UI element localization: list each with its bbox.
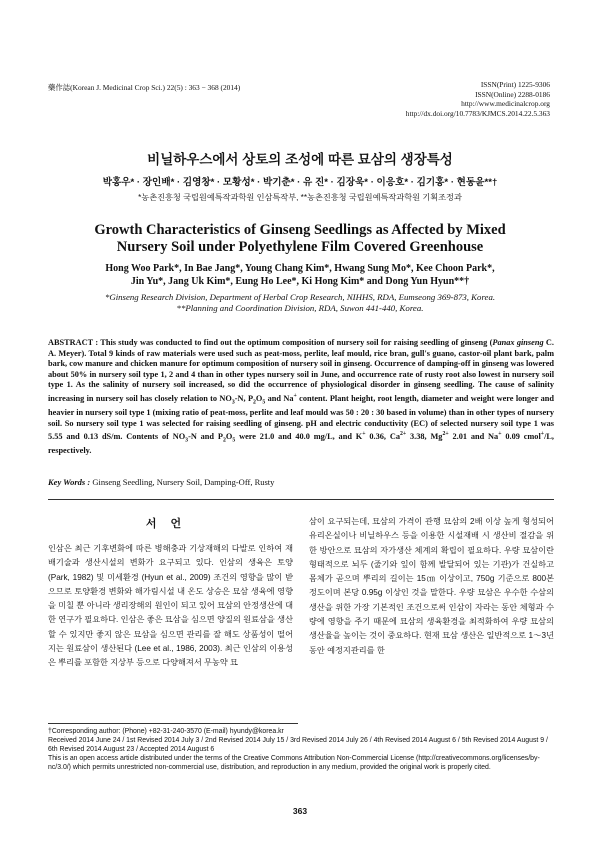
subscript: 2: [222, 437, 226, 444]
superscript: +: [498, 431, 502, 438]
subscript: 3: [185, 437, 189, 444]
english-authors-line: Jin Yu*, Jang Uk Kim*, Eung Ho Lee*, Ki Hong Kim* and Dong Yun Hyun**†: [130, 276, 470, 287]
korean-authors: 박홍우* · 장인배* · 김영창* · 모황성* · 박기춘* · 유 진* · 김장욱* · 이응호* · 김기홍* · 현동윤**†: [102, 177, 498, 188]
english-authors: [0, 262, 600, 288]
keywords-label: Key Words :: [48, 477, 91, 487]
english-affiliation: [0, 292, 600, 314]
issn-online: ISSN(Online) 2288-0186: [475, 89, 550, 99]
abstract-text: -N, P: [234, 393, 254, 403]
subscript: 2: [253, 399, 256, 406]
superscript: +: [293, 392, 297, 399]
korean-affiliation: *농촌진흥청 국립원예특작과학원 인삼특작부, **농촌진흥청 국립원예특작과학원 기획조정과: [138, 193, 462, 202]
license-text: This is an open access article distributed under the terms of the Creative Commons Attribution Non-Commercial License (http://creativecommons.org/licenses/by-nc/3.0/) which permits unrestricted non-commercial use, distribution, and reproduction in any medium, provided the original work is properly cited.: [48, 755, 540, 771]
footnote-divider: [48, 723, 298, 724]
superscript: +: [362, 431, 366, 438]
superscript: 2+: [442, 431, 449, 438]
abstract-text: -N and P: [188, 431, 223, 441]
subscript: 5: [262, 399, 266, 406]
journal-citation: 藥作誌(Korean J. Medicinal Crop Sci.) 22(5) : 363 − 368 (2014): [48, 83, 241, 92]
doi-link[interactable]: http://dx.doi.org/10.7783/KJMCS.2014.22.5.363: [405, 108, 550, 118]
abstract-text: 0.09 cmol: [501, 431, 541, 441]
korean-title: 비닐하우스에서 상토의 조성에 따른 묘삼의 생장특성: [147, 152, 453, 167]
abstract-text: O: [255, 393, 263, 403]
subscript: 5: [232, 437, 236, 444]
abstract: [48, 338, 554, 457]
section-heading: 서언: [145, 518, 196, 530]
corresponding-author: †Corresponding author: (Phone) +82-31-240-3570 (E-mail) hyundy@korea.kr: [48, 728, 284, 735]
abstract-text: and Na: [265, 393, 294, 403]
page-number: 363: [292, 806, 308, 816]
keywords-text: Ginseng Seedling, Nursery Soil, Damping-Off, Rusty: [90, 477, 275, 487]
superscript: +: [540, 431, 545, 438]
issn-print: ISSN(Print) 1225-9306: [480, 80, 550, 89]
keywords: [48, 477, 274, 487]
body-column-left: 인삼은 최근 기후변화에 따른 병해충과 기상재해의 다발로 인하여 재배기술과 생산시설의 변화가 요구되고 있다. 인삼의 생육은 토양 (Park, 1982) 및 미세환경 (Hyun et al., 2009) 조건의 영향을 많이 받으므로 토양환경 변화와 해가림시설 내 온도 상승은 묘삼 생육에 영향을 미칠 뿐 아니라 생리장해의 원인이 되고 있어 묘삼의 안정생산에 대한 연구가 필요하다. 인삼은 좋은 묘삼을 심으면 양질의 원료삼을 생산할 수 있지만 좋지 않은 묘삼을 심으면 관리를 잘 해도 상품성이 떨어지는 원료삼이 생산된다 (Lee et al., 1986, 2003). 최근 인삼의 이용성은 뿌리를 포함한 지상부 등으로 다양해져서 무농약 묘: [48, 544, 293, 668]
english-title-line: Growth Characteristics of Ginseng Seedlings as Affected by Mixed: [94, 222, 506, 238]
species-name: Panax ginseng: [492, 338, 544, 347]
abstract-text: This study was conducted to find out the optimum composition of nursery soil for raising seedling of ginseng (: [98, 338, 493, 347]
english-title: [0, 222, 600, 256]
abstract-text: 2.01 and Na: [448, 431, 499, 441]
section-divider: [48, 499, 554, 500]
abstract-text: 0.36, Ca: [365, 431, 400, 441]
english-title-line: Nursery Soil under Polyethylene Film Covered Greenhouse: [116, 239, 484, 255]
abstract-text: 3.38, Mg: [406, 431, 443, 441]
abstract-text: C. A. Meyer). Total 9 kinds of raw materials were used such as peat-moss, perlite, leaf mould, rice bran, gull's guano, castor-oil plant bark, palm bark, cow manure and chicken manure for optimum composition of nursery soil in ginseng. Occurrence of damping-off in ginseng was lowered about 50% in nursery soil type 1, 2 and 4 than in other types nursery soil in June, and occurrence rate of rusty root also lowest in nursery soil type 1. As the salinity of nursery soil increased, so did the occurrence of physiological disorder in ginseng seedling. The cause of salinity increasing in nursery soil has closely relation to NO: [48, 338, 554, 403]
abstract-text: content. Plant height, root length, diameter and weight were longer and heavier in nursery soil type 1 (mixing ratio of peat-moss, perlite and leaf mould was 50 : 20 : 30 based in volume) than in other types of nursery soil. So nursery soil type 1 was selected for raising seedling of ginseng. pH and electric conductivity (EC) of selected nursery soil type 1 was 5.55 and 0.13 dS/m. Contents of NO: [48, 393, 554, 441]
abstract-text: O: [225, 431, 233, 441]
body-column-right: 삼이 요구되는데, 묘삼의 가격이 관행 묘삼의 2배 이상 높게 형성되어 유리온실이나 비닐하우스 등을 이용한 시설재배 시 생산비 절감을 위한 방안으로 묘삼의 자가생산 체계의 확립이 필요하다. 우량 묘삼이란 형태적으로 뇌두 (줄기와 잎이 함께 발달되어 있는 기관)가 건실하고 몸체가 곧으며 뿌리의 길이는 15㎝ 이상이고, 750g 기준으로 800본 정도이며 본당 0.95g 이상인 것을 말한다. 우량 묘삼은 우수한 수삼의 생산을 위한 가장 기본적인 조건으로써 인삼이 자라는 동안 체형과 수량에 영향을 주기 때문에 묘삼의 생육환경을 최적화하여 우량 묘삼의 생산율을 높이는 것이 중요하다. 현재 묘삼 생산은 일반적으로 1～3년 동안 예정지관리를 한: [309, 517, 554, 655]
subscript: 3: [231, 399, 235, 406]
english-authors-line: Hong Woo Park*, In Bae Jang*, Young Chang Kim*, Hwang Sung Mo*, Kee Choon Park*,: [105, 263, 495, 274]
english-affiliation-line: *Ginseng Research Division, Department of Herbal Crop Research, NIHHS, RDA, Eumseong 369-873, Korea.: [104, 292, 496, 302]
abstract-text: were 21.0 and 40.0 mg/L, and K: [235, 431, 363, 441]
journal-identifiers: [406, 80, 550, 118]
footnote: [48, 727, 558, 772]
received-dates: Received 2014 June 24 / 1st Revised 2014 July 3 / 2nd Revised 2014 July 15 / 3rd Revised 2014 July 26 / 4th Revised 2014 August 6 / 5th Revised 2014 August 9 / 6th Revised 2014 August 23 / Accepted 2014 August 6: [48, 737, 548, 753]
superscript: 2+: [399, 431, 407, 438]
abstract-label: ABSTRACT :: [48, 338, 99, 347]
journal-website-link[interactable]: http://www.medicinalcrop.org: [461, 99, 550, 109]
english-affiliation-line: **Planning and Coordination Division, RDA, Suwon 441-440, Korea.: [176, 303, 424, 313]
abstract-text: /L, respectively.: [48, 431, 554, 456]
